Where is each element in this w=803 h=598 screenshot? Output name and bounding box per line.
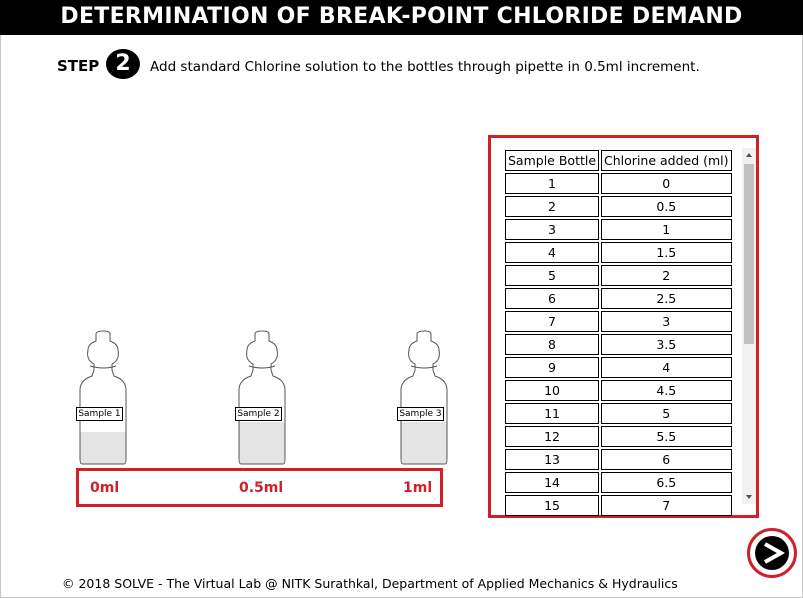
volume-label-3: 1ml <box>403 480 433 496</box>
cell-chlorine-added: 0.5 <box>601 196 732 217</box>
page-title: DETERMINATION OF BREAK-POINT CHLORIDE DEMAND <box>0 0 803 35</box>
cell-sample-bottle: 11 <box>505 403 599 424</box>
cell-sample-bottle: 1 <box>505 173 599 194</box>
cell-sample-bottle: 15 <box>505 495 599 516</box>
cell-sample-bottle: 8 <box>505 334 599 355</box>
table-row <box>505 495 732 516</box>
cell-sample-bottle: 14 <box>505 472 599 493</box>
footer-credit: © 2018 SOLVE - The Virtual Lab @ NITK Surathkal, Department of Applied Mechanics & Hydraulics <box>62 576 678 591</box>
table-row <box>505 173 732 194</box>
volume-label-1: 0ml <box>90 480 120 496</box>
chlorine-table-panel <box>488 135 759 518</box>
cell-chlorine-added: 4.5 <box>601 380 732 401</box>
cell-chlorine-added: 7 <box>601 495 732 516</box>
bottle-icon <box>74 330 134 464</box>
volume-label-2: 0.5ml <box>239 480 284 496</box>
cell-sample-bottle: 13 <box>505 449 599 470</box>
step-instruction: Add standard Chlorine solution to the bottles through pipette in 0.5ml increment. <box>150 59 700 75</box>
cell-sample-bottle: 3 <box>505 219 599 240</box>
sample-bottle-3[interactable] <box>395 330 455 464</box>
cell-sample-bottle: 9 <box>505 357 599 378</box>
table-row <box>505 449 732 470</box>
table-row <box>505 219 732 240</box>
cell-sample-bottle: 5 <box>505 265 599 286</box>
table-header-row <box>505 150 732 171</box>
table-scrollbar[interactable] <box>742 148 756 504</box>
bottle-icon <box>395 330 455 464</box>
cell-chlorine-added: 6 <box>601 449 732 470</box>
next-button[interactable] <box>747 528 797 578</box>
step-number-badge: 2 <box>106 49 140 79</box>
chlorine-table <box>503 148 734 518</box>
table-row <box>505 403 732 424</box>
cell-chlorine-added: 2.5 <box>601 288 732 309</box>
cell-chlorine-added: 4 <box>601 357 732 378</box>
cell-sample-bottle: 4 <box>505 242 599 263</box>
cell-sample-bottle: 6 <box>505 288 599 309</box>
table-row <box>505 380 732 401</box>
scroll-down-arrow-icon[interactable] <box>742 490 756 504</box>
table-row <box>505 311 732 332</box>
bottle-label: Sample 3 <box>397 407 444 421</box>
cell-chlorine-added: 6.5 <box>601 472 732 493</box>
table-row <box>505 242 732 263</box>
cell-chlorine-added: 1.5 <box>601 242 732 263</box>
volume-labels-box <box>76 468 443 507</box>
sample-bottle-1[interactable] <box>74 330 134 464</box>
cell-sample-bottle: 10 <box>505 380 599 401</box>
cell-chlorine-added: 2 <box>601 265 732 286</box>
table-row <box>505 288 732 309</box>
cell-sample-bottle: 7 <box>505 311 599 332</box>
cell-chlorine-added: 5.5 <box>601 426 732 447</box>
cell-sample-bottle: 12 <box>505 426 599 447</box>
cell-chlorine-added: 0 <box>601 173 732 194</box>
table-row <box>505 265 732 286</box>
bottle-label: Sample 2 <box>235 407 282 421</box>
cell-chlorine-added: 3.5 <box>601 334 732 355</box>
cell-chlorine-added: 1 <box>601 219 732 240</box>
cell-chlorine-added: 5 <box>601 403 732 424</box>
table-row <box>505 334 732 355</box>
table-row <box>505 472 732 493</box>
table-row <box>505 196 732 217</box>
step-label: STEP <box>57 57 100 75</box>
next-chevron-icon <box>755 536 789 570</box>
sample-bottle-2[interactable] <box>233 330 293 464</box>
bottle-icon <box>233 330 293 464</box>
scroll-up-arrow-icon[interactable] <box>742 148 756 162</box>
scrollbar-thumb[interactable] <box>744 164 754 344</box>
cell-sample-bottle: 2 <box>505 196 599 217</box>
column-header-chlorine-added: Chlorine added (ml) <box>601 150 732 171</box>
cell-chlorine-added: 3 <box>601 311 732 332</box>
table-scroll-area[interactable] <box>503 148 744 513</box>
table-body <box>505 173 732 516</box>
bottle-label: Sample 1 <box>76 407 123 421</box>
column-header-sample-bottle: Sample Bottle <box>505 150 599 171</box>
table-row <box>505 426 732 447</box>
table-row <box>505 357 732 378</box>
